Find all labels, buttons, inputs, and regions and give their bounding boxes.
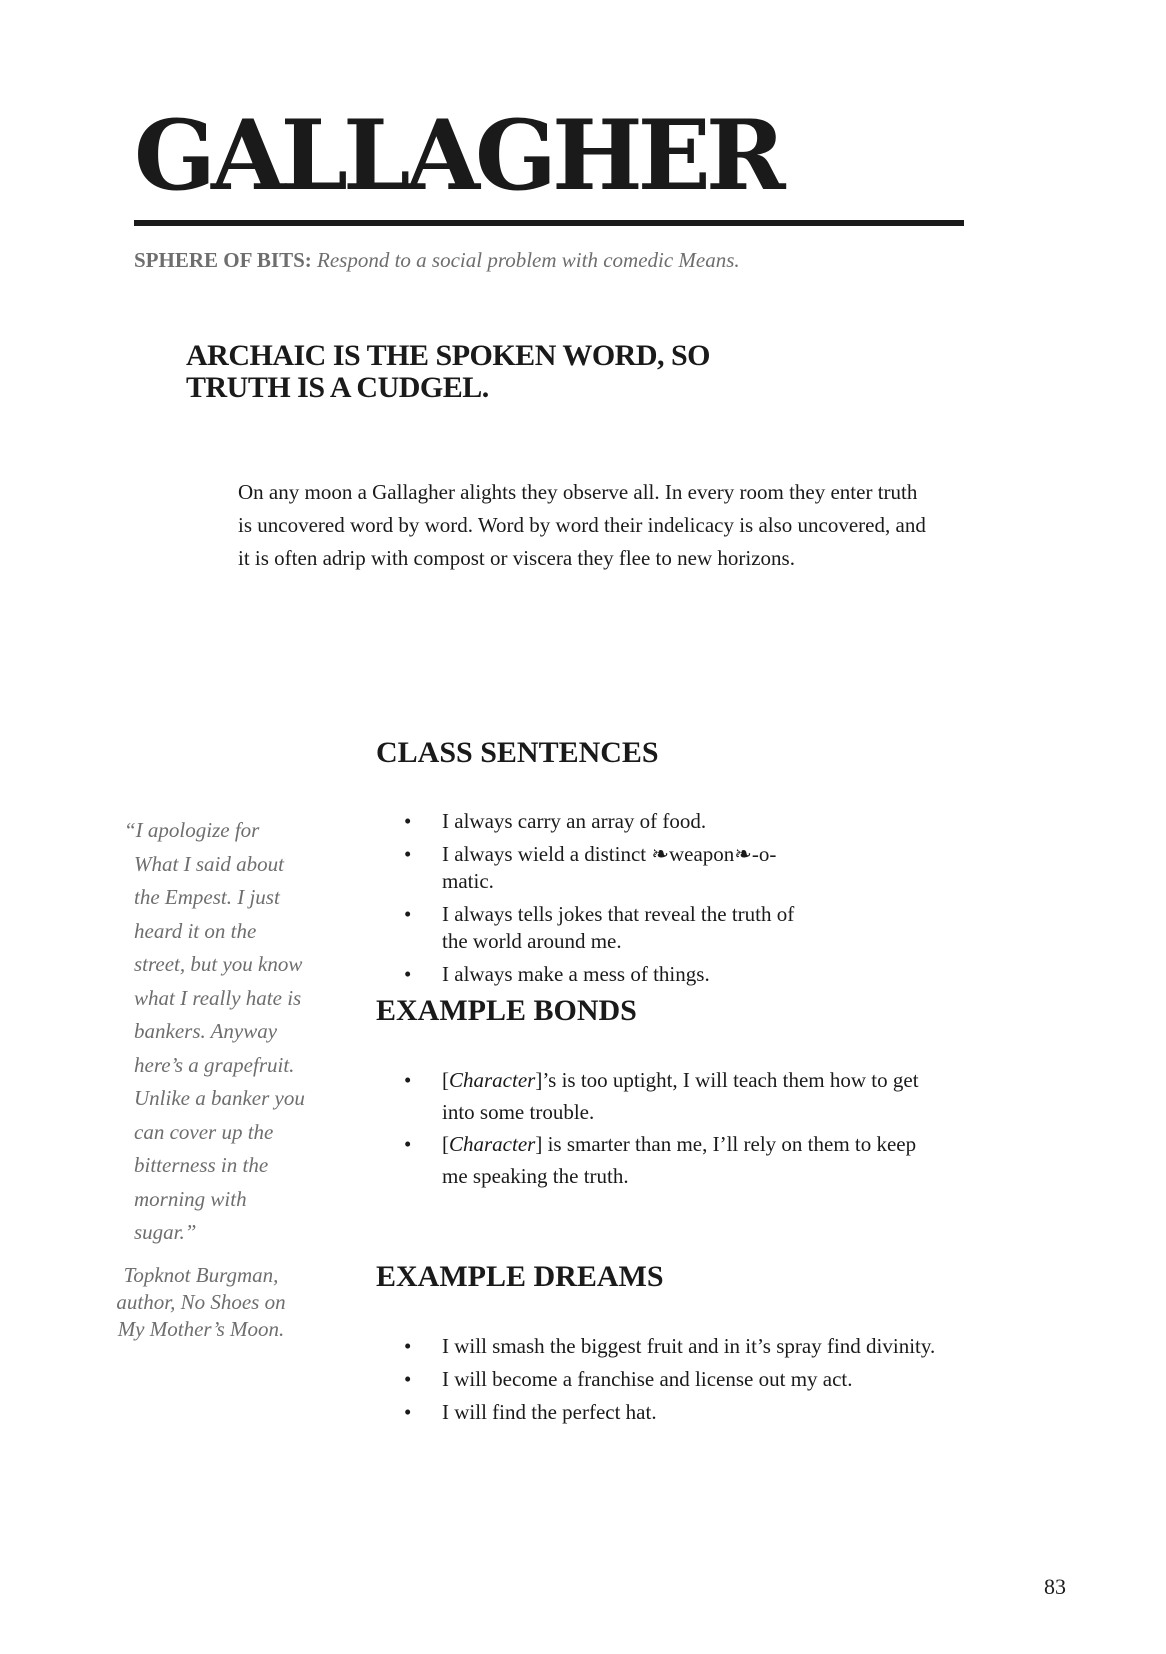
quote-line: heard it on the [134,918,257,943]
list-item [376,961,794,988]
bullet: • [404,1068,412,1092]
character-placeholder: Character [449,1132,536,1156]
example-dreams-list [376,1330,935,1429]
list-item-text: into some trouble. [442,1100,595,1124]
quote-line: sugar.” [134,1220,197,1244]
page-number: 83 [1044,1574,1066,1599]
sphere-text: Respond to a social problem with comedic Means. [317,248,740,272]
list-item [376,1363,935,1396]
attribution-line: My Mother’s Moon. [117,1317,285,1341]
class-sentences-heading: CLASS SENTENCES [376,736,659,769]
intro-line: On any moon a Gallagher alights they observe all. In every room they enter truth [238,480,918,504]
attribution-line: author, No Shoes on [116,1290,286,1314]
list-item [376,808,794,835]
sphere-line [134,248,740,273]
list-item-text: I always tells jokes that reveal the truth of [442,902,795,926]
list-item-text [442,1064,919,1096]
example-bonds-heading: EXAMPLE BONDS [376,994,637,1027]
bullet: • [404,1400,412,1424]
list-item [376,1330,935,1363]
bracket: [ [442,1132,449,1156]
character-placeholder: Character [449,1068,536,1092]
example-dreams-heading: EXAMPLE DREAMS [376,1260,664,1293]
attribution-line: Topknot Burgman, [123,1263,279,1287]
bullet: • [404,902,412,926]
example-bonds-list [376,1064,919,1192]
intro-line: is uncovered word by word. Word by word their indelicacy is also uncovered, and [238,513,926,537]
quote-line: can cover up the [134,1119,274,1144]
bullet: • [404,809,412,833]
quote-line: bitterness in the [134,1153,269,1177]
list-item-text: the world around me. [442,929,622,953]
list-item-text: me speaking the truth. [442,1164,629,1188]
list-item-text: I will find the perfect hat. [442,1400,657,1424]
bullet: • [404,1334,412,1358]
page-title: GALLAGHER [134,99,781,212]
bracket: [ [442,1068,449,1092]
quote-attribution [100,1262,302,1343]
intro-line: it is often adrip with compost or viscera they flee to new horizons. [238,546,795,570]
bullet: • [404,1132,412,1156]
quote-line: street, but you know [134,952,303,976]
list-item [376,1128,919,1192]
bullet: • [404,842,412,866]
sidebar-quote [124,814,305,1250]
bullet: • [404,962,412,986]
sphere-label: SPHERE OF BITS: [134,248,312,272]
list-item [376,841,794,895]
tagline-line: TRUTH IS A CUDGEL. [186,371,489,404]
list-item [376,1064,919,1128]
list-item-text: I will become a franchise and license out my act. [442,1367,853,1391]
quote-line: Unlike a banker you [134,1086,305,1110]
intro-paragraph [238,476,926,575]
quote-line: bankers. Anyway [134,1019,278,1043]
quote-line: what I really hate is [134,985,302,1010]
list-item-text: matic. [442,869,494,893]
list-item [376,901,794,955]
quote-line: here’s a grapefruit. [134,1052,295,1077]
list-item [376,1396,935,1429]
quote-line: the Empest. I just [134,885,280,909]
class-sentences-list [376,808,794,988]
list-item-text: I always make a mess of things. [442,962,710,986]
list-item-text-rest: ]’s is too uptight, I will teach them how to get [535,1068,919,1092]
tagline [186,340,710,404]
tagline-line: ARCHAIC IS THE SPOKEN WORD, SO [186,339,711,372]
list-item-text: I will smash the biggest fruit and in it’s spray find divinity. [442,1334,936,1358]
quote-line: “I apologize for [124,818,260,842]
bullet: • [404,1367,412,1391]
list-item-text: I always carry an array of food. [442,809,707,833]
list-item-text: I always wield a distinct ❧weapon❧-o- [442,842,777,866]
quote-line: morning with [134,1186,247,1211]
list-item-text-rest: ] is smarter than me, I’ll rely on them to keep [535,1132,917,1156]
quote-line: What I said about [134,851,284,876]
title-divider [134,220,964,226]
list-item-text [442,1128,919,1160]
